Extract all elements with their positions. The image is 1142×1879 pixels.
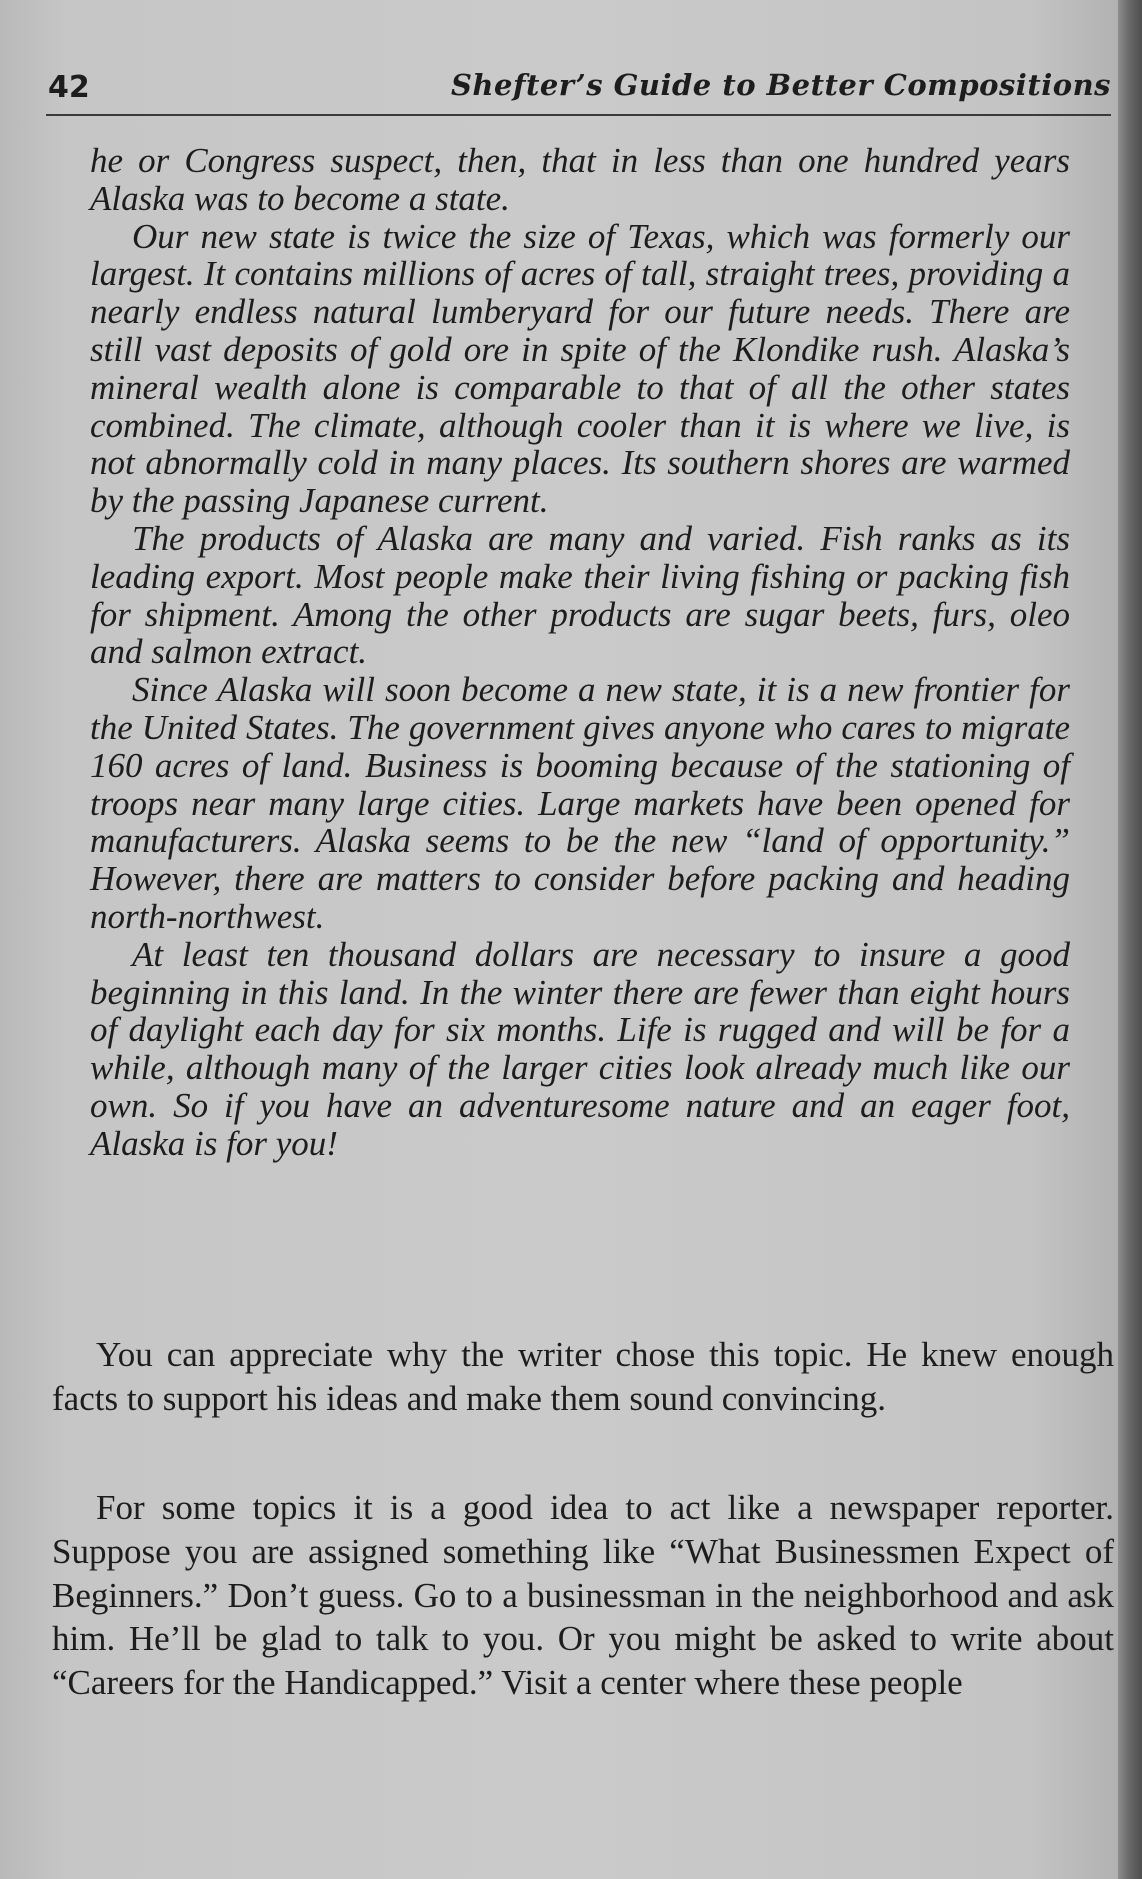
- essay-paragraph: Since Alaska will soon become a new state, it is a new frontier for the United States. The government gives anyone who cares to migrate 160 acres of land. Business is booming because of the stationing of troops near many large cities. Large markets have been opened for manufacturers. Alaska seems to be the new “land of opportunity.” However, there are matters to consider before packing and heading north-northwest.: [90, 670, 1070, 936]
- page-number: 42: [48, 70, 90, 105]
- sample-composition: [90, 142, 1070, 1163]
- essay-paragraph: The products of Alaska are many and varied. Fish ranks as its leading export. Most people make their living fishing or packing fish for shipment. Among the other products are sugar beets, furs, oleo and salmon extract.: [90, 518, 1070, 672]
- page-header: [46, 64, 1111, 116]
- essay-paragraph: he or Congress suspect, then, that in less than one hundred years Alaska was to become a state.: [90, 141, 1070, 218]
- running-title: Shefter’s Guide to Better Compositions: [450, 68, 1111, 102]
- book-spine-shadow: [1118, 0, 1142, 1879]
- essay-paragraph: At least ten thousand dollars are necessary to insure a good beginning in this land. In the winter there are fewer than eight hours of daylight each day for six months. Life is rugged and will be for a while, although many of the larger cities look already much like our own. So if you have an adventuresome nature and an eager foot, Alaska is for you!: [90, 934, 1070, 1163]
- essay-paragraph: Our new state is twice the size of Texas, which was formerly our largest. It contains millions of acres of tall, straight trees, providing a nearly endless natural lumberyard for our future needs. There are still vast deposits of gold ore in spite of the Klondike rush. Alaska’s mineral wealth alone is comparable to that of all the other states combined. The climate, although cooler than it is where we live, is not abnormally cold in many places. Its southern shores are warmed by the passing Japanese current.: [90, 216, 1070, 521]
- commentary-paragraph: You can appreciate why the writer chose this topic. He knew enough facts to support his ideas and make them sound convincing.: [52, 1335, 1114, 1418]
- commentary-paragraph: For some topics it is a good idea to act like a newspaper reporter. Suppose you are assigned something like “What Businessmen Expect of Beginners.” Don’t guess. Go to a businessman in the neighborhood and ask him. He’ll be glad to talk to you. Or you might be asked to write about “Careers for the Handicapped.” Visit a center where these people: [52, 1488, 1114, 1703]
